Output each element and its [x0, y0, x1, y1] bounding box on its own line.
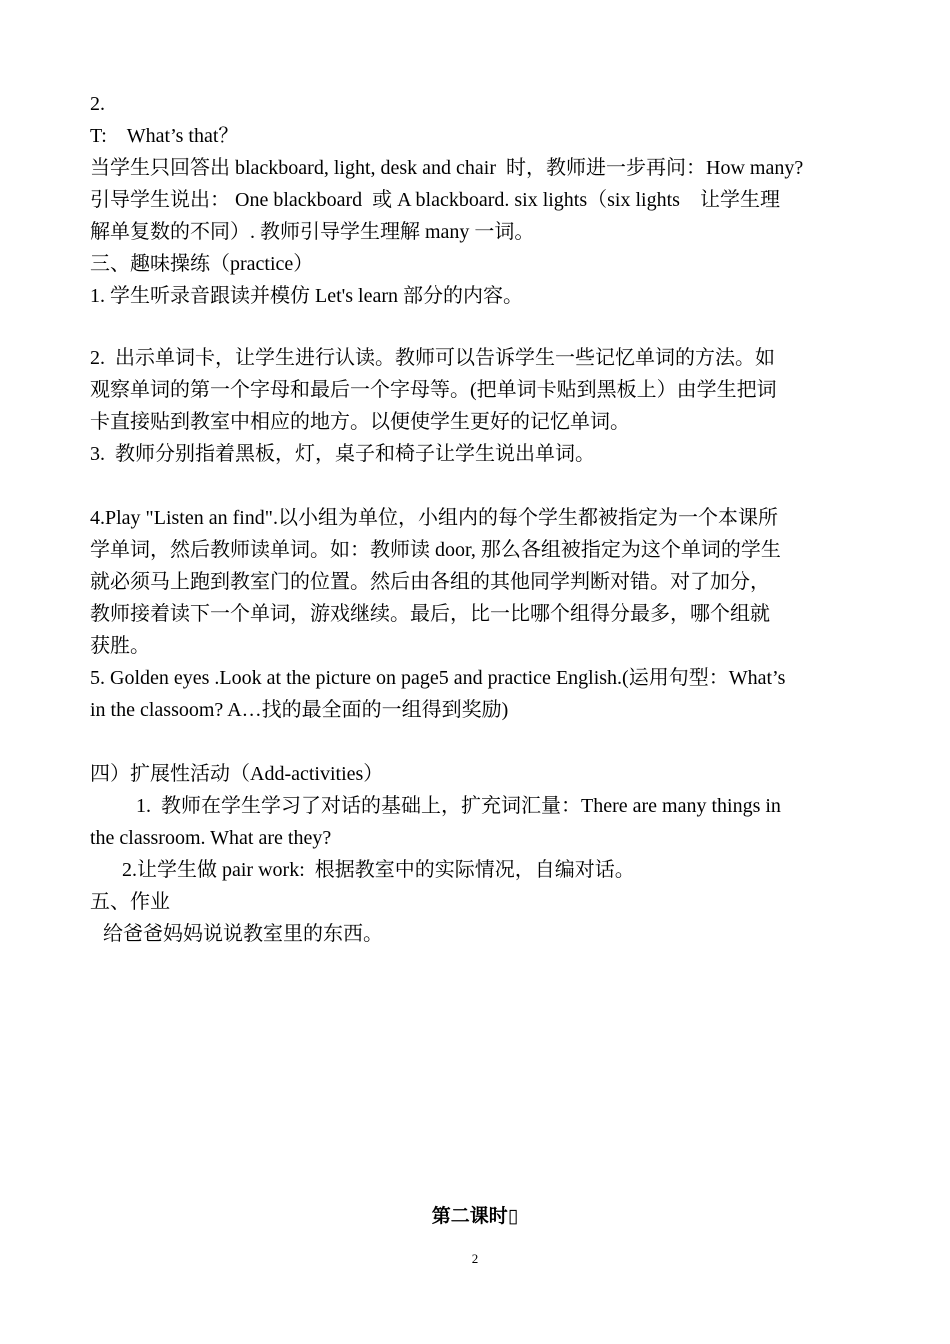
paragraph-line: 就必须马上跑到教室门的位置。然后由各组的其他同学判断对错。对了加分， — [90, 571, 770, 593]
section-heading: 四）扩展性活动（Add-activities） — [90, 763, 384, 785]
lesson-title: 第二课时▯ — [431, 1205, 519, 1227]
page-number: 2 — [471, 1251, 479, 1266]
paragraph-line: in the classoom? A…找的最全面的一组得到奖励) — [90, 699, 509, 721]
paragraph-line: 5. Golden eyes .Look at the picture on page5 and practice English.(运用句型：What’s — [90, 667, 786, 689]
paragraph-line: 4.Play "Listen an find".以小组为单位，小组内的每个学生都被指定为一个本课所 — [90, 507, 778, 529]
paragraph-line: T: What’s that？ — [90, 125, 239, 147]
paragraph-line: 卡直接贴到教室中相应的地方。以便使学生更好的记忆单词。 — [90, 411, 630, 433]
paragraph-line: 1. 学生听录音跟读并模仿 Let's learn 部分的内容。 — [90, 285, 524, 307]
paragraph-line: 给爸爸妈妈说说教室里的东西。 — [103, 923, 383, 945]
paragraph-line: 教师接着读下一个单词，游戏继续。最后，比一比哪个组得分最多，哪个组就 — [90, 603, 770, 625]
paragraph-line: 引导学生说出： One blackboard 或 A blackboard. six lights（six lights 让学生理 — [90, 189, 780, 211]
paragraph-line: 学单词，然后教师读单词。如：教师读 door, 那么各组被指定为这个单词的学生 — [90, 539, 781, 561]
paragraph-line: 观察单词的第一个字母和最后一个字母等。(把单词卡贴到黑板上）由学生把词 — [90, 379, 777, 401]
paragraph-line: 当学生只回答出 blackboard, light, desk and chair 时，教师进一步再问：How many? — [90, 157, 804, 179]
paragraph-line: 2. — [90, 93, 105, 115]
paragraph-line: 3. 教师分别指着黑板，灯，桌子和椅子让学生说出单词。 — [90, 443, 595, 465]
paragraph-line: 2. 出示单词卡，让学生进行认读。教师可以告诉学生一些记忆单词的方法。如 — [90, 347, 775, 369]
section-heading: 五、作业 — [90, 891, 170, 913]
paragraph-line: 获胜。 — [90, 635, 150, 657]
paragraph-line: the classroom. What are they? — [90, 827, 332, 849]
paragraph-line: 解单复数的不同）. 教师引导学生理解 many 一词。 — [90, 221, 535, 243]
paragraph-line: 1. 教师在学生学习了对话的基础上，扩充词汇量：There are many things in — [136, 795, 781, 817]
paragraph-line: 2.让学生做 pair work: 根据教室中的实际情况，自编对话。 — [122, 859, 635, 881]
section-heading: 三、趣味操练（practice） — [90, 253, 314, 275]
